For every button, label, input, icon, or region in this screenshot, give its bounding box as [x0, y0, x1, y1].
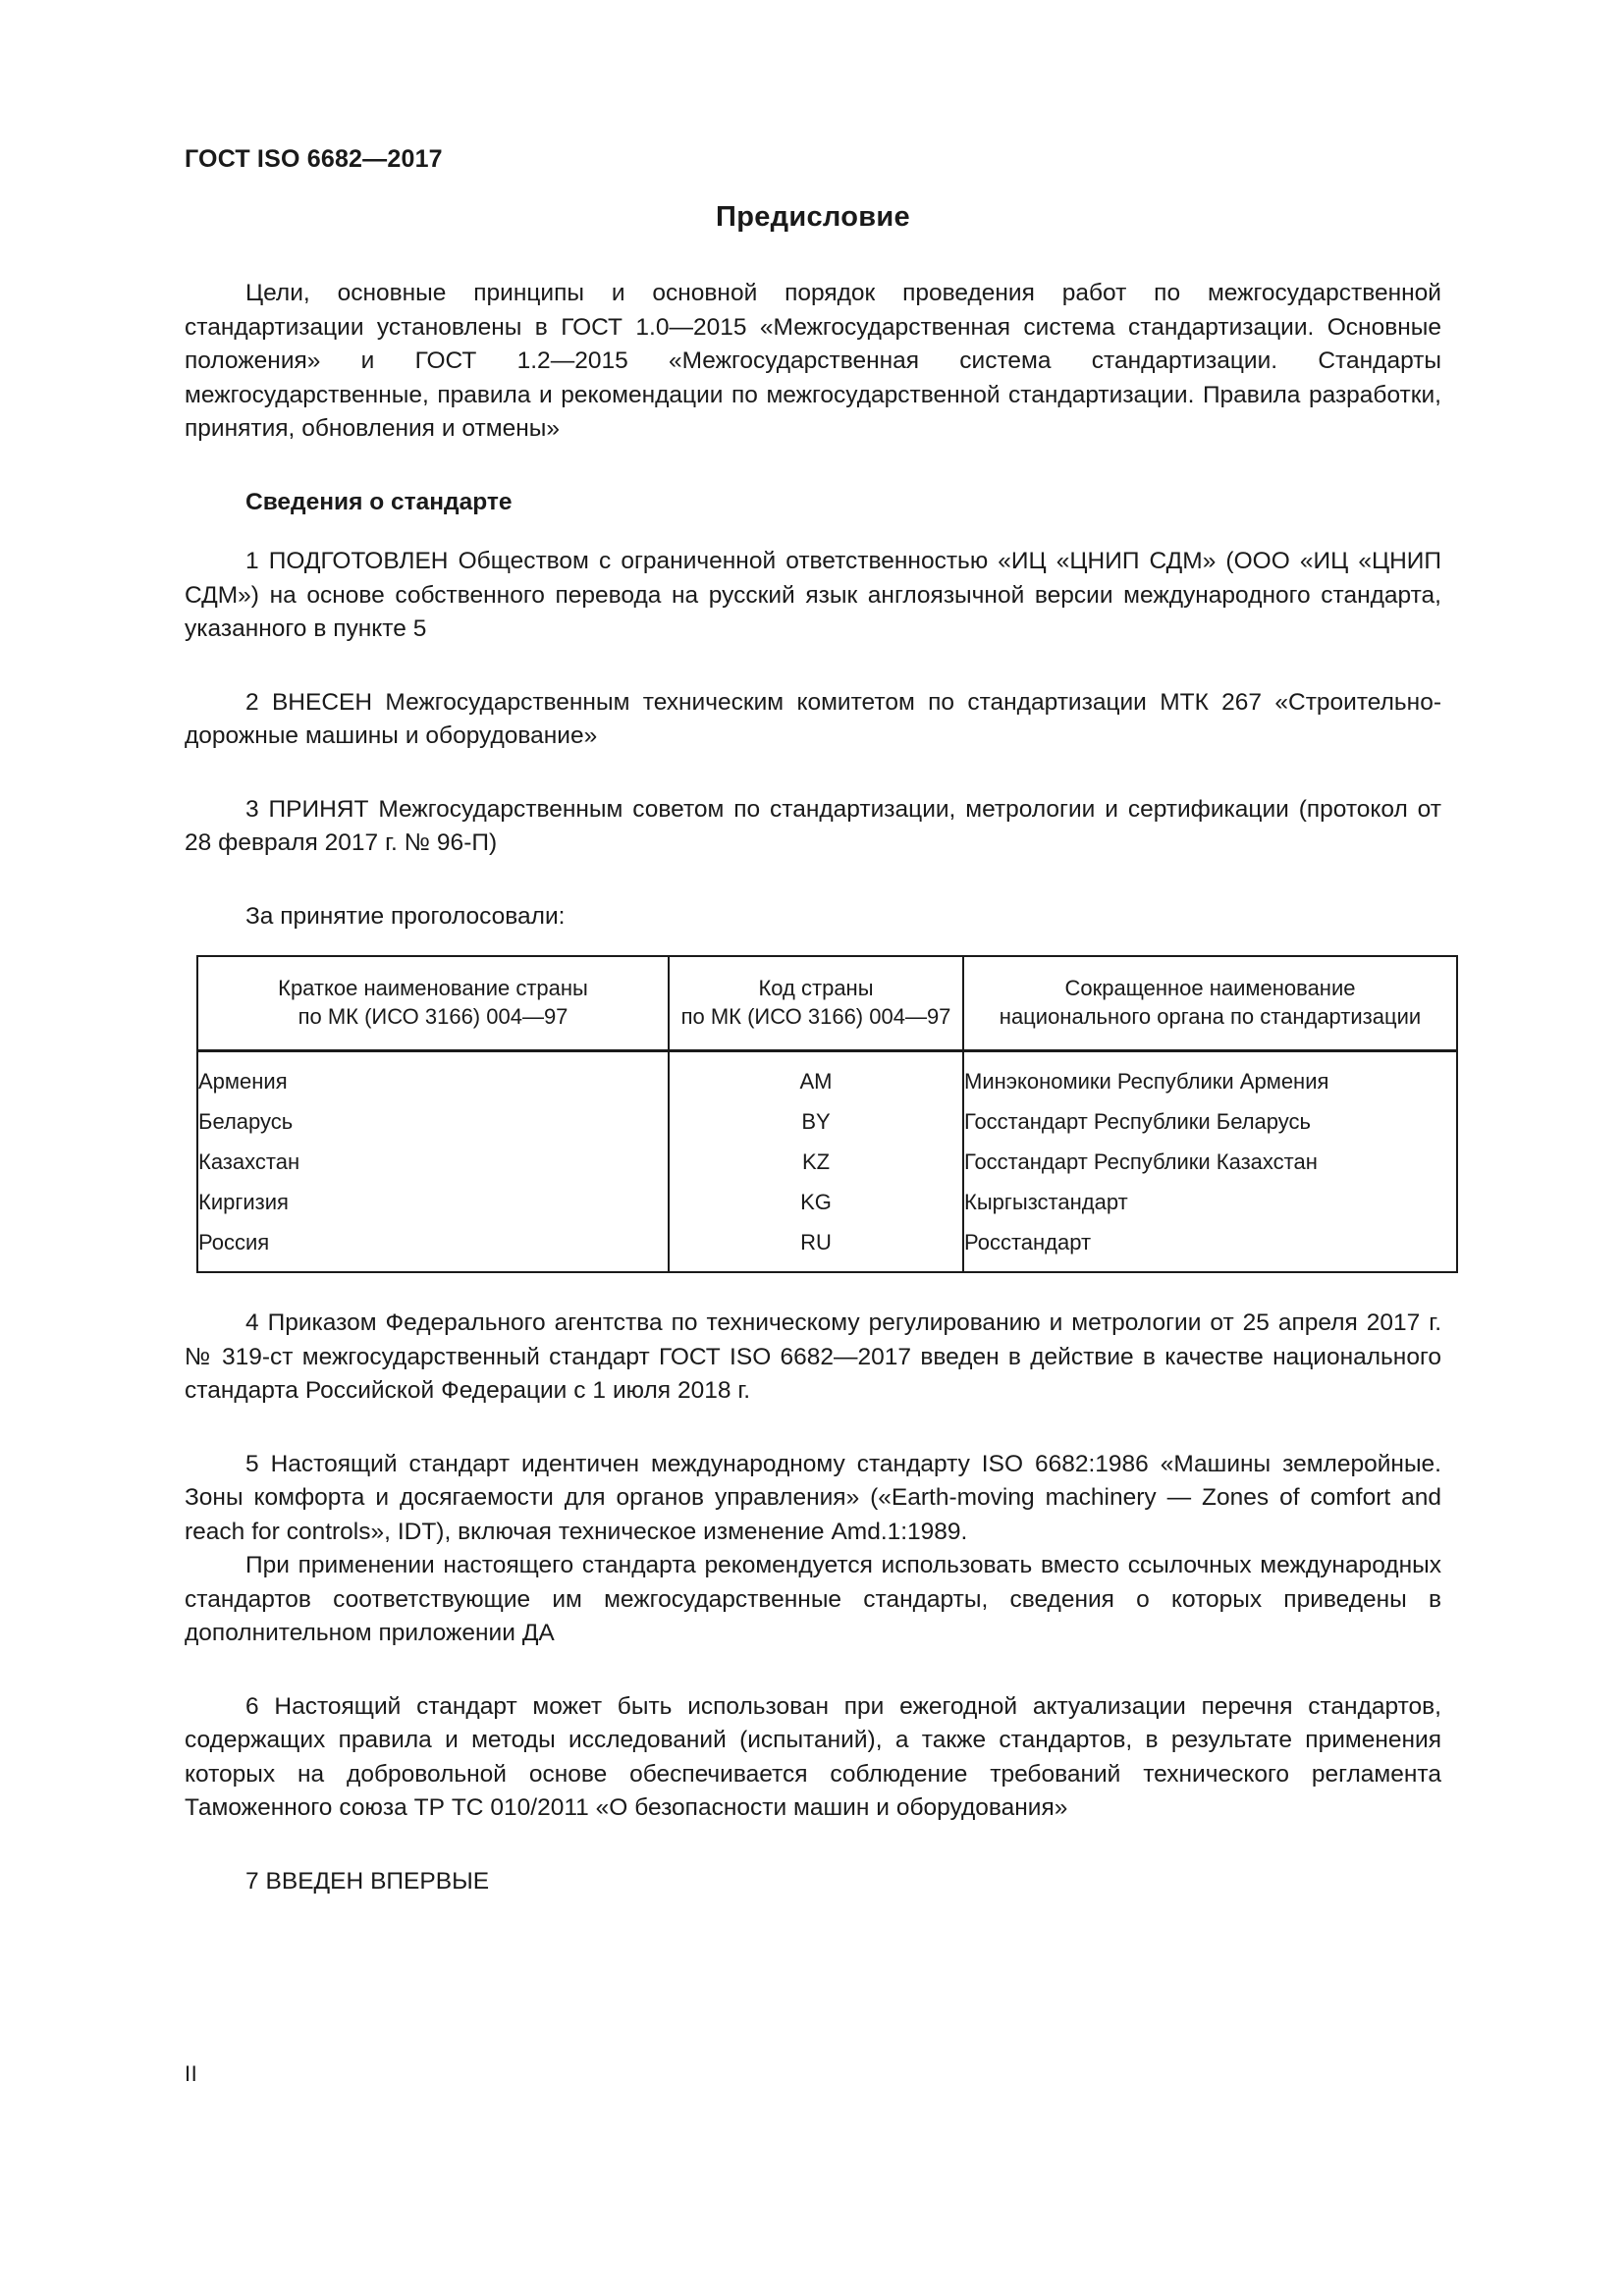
preface-item-1: 1 ПОДГОТОВЛЕН Обществом с ограниченной ответственностью «ИЦ «ЦНИП СДМ» (ООО «ИЦ «ЦНИП СДМ») на основе собственного перевода на русский язык англоязычной версии международного стандарта, указанного в пункте 5 [185, 548, 1441, 642]
cell-country-name: Беларусь [197, 1101, 669, 1142]
cell-country-code: KZ [669, 1142, 963, 1182]
page-number: II [185, 2061, 198, 2086]
preface-item-5: 5 Настоящий стандарт идентичен международному стандарту ISO 6682:1986 «Машины землеройные. Зоны комфорта и досягаемости для органов управления» («Earth-moving machinery — Zones of comfort and reach for controls», IDT), включая техническое изменение Amd.1:1989. [185, 1450, 1441, 1545]
section-heading-standard-info: Сведения о стандарте [245, 488, 513, 515]
spacer [185, 1434, 1441, 1448]
cell-country-name: Россия [197, 1222, 669, 1272]
cell-national-body: Росстандарт [963, 1222, 1457, 1272]
preface-item-2: 2 ВНЕСЕН Межгосударственным техническим комитетом по стандартизации МТК 267 «Строительно-дорожные машины и оборудование» [185, 688, 1441, 749]
cell-country-name: Казахстан [197, 1142, 669, 1182]
intro-paragraph: Цели, основные принципы и основной порядок проведения работ по межгосударственной стандартизации установлены в ГОСТ 1.0—2015 «Межгосударственная система стандартизации. Основные положения» и ГОСТ 1.2—2015 «Межгосударственная система стандартизации. Стандарты межгосударственные, правила и рекомендации по межгосударственной стандартизации. Правила разработки, принятия, обновления и отмены» [185, 280, 1441, 442]
cell-national-body: Кыргызстандарт [963, 1182, 1457, 1222]
column-header-country-name [197, 956, 669, 1051]
table-row [197, 1142, 1457, 1182]
spacer [185, 1677, 1441, 1690]
cell-country-code: AM [669, 1051, 963, 1102]
header-line-2: по МК (ИСО 3166) 004—97 [680, 1004, 951, 1029]
table-row [197, 1222, 1457, 1272]
cell-national-body: Госстандарт Республики Казахстан [963, 1142, 1457, 1182]
header-line-1: Краткое наименование страны [278, 976, 588, 1000]
table-row [197, 1182, 1457, 1222]
preface-item-6: 6 Настоящий стандарт может быть использован при ежегодной актуализации перечня стандартов, содержащих правила и методы исследований (испытаний), а также стандартов, в результате применения которых на добровольной основе обеспечивается соблюдение требований технического регламента Таможенного союза ТР ТС 010/2011 «О безопасности машин и оборудования» [185, 1692, 1441, 1821]
cell-country-code: KG [669, 1182, 963, 1222]
running-header: ГОСТ ISO 6682—2017 [185, 145, 443, 173]
preface-item-5-continued: При применении настоящего стандарта рекомендуется использовать вместо ссылочных международных стандартов соответствующие им межгосударственные стандарты, сведения о которых приведены в дополнительном приложении ДА [185, 1552, 1441, 1646]
vote-table-body [197, 1051, 1457, 1273]
column-header-national-body [963, 956, 1457, 1051]
spacer [185, 472, 1441, 486]
cell-country-name: Армения [197, 1051, 669, 1102]
cell-national-body: Госстандарт Республики Беларусь [963, 1101, 1457, 1142]
cell-country-code: RU [669, 1222, 963, 1272]
page-content [185, 201, 1441, 1924]
cell-national-body: Минэкономики Республики Армения [963, 1051, 1457, 1102]
header-line-1: Код страны [758, 976, 874, 1000]
table-header-row [197, 956, 1457, 1051]
preface-item-4: 4 Приказом Федерального агентства по техническому регулированию и метрологии от 25 апреля 2017 г. № 319-ст межгосударственный стандарт ГОСТ ISO 6682—2017 введен в действие в качестве национального стандарта Российской Федерации с 1 июля 2018 г. [185, 1309, 1441, 1404]
table-row [197, 1051, 1457, 1102]
spacer [185, 886, 1441, 900]
spacer [185, 1851, 1441, 1865]
header-line-2: по МК (ИСО 3166) 004—97 [298, 1004, 568, 1029]
vote-intro-text: За принятие проголосовали: [245, 902, 566, 930]
header-line-1: Сокращенное наименование [1064, 976, 1356, 1000]
vote-table [196, 955, 1458, 1273]
page-title: Предисловие [716, 201, 910, 233]
cell-country-code: BY [669, 1101, 963, 1142]
cell-country-name: Киргизия [197, 1182, 669, 1222]
column-header-country-code [669, 956, 963, 1051]
preface-item-3: 3 ПРИНЯТ Межгосударственным советом по стандартизации, метрологии и сертификации (протокол от 28 февраля 2017 г. № 96-П) [185, 795, 1441, 856]
preface-item-7: 7 ВВЕДЕН ВПЕРВЫЕ [245, 1867, 490, 1895]
table-row [197, 1101, 1457, 1142]
spacer [185, 779, 1441, 793]
vote-table-head [197, 956, 1457, 1051]
spacer [185, 672, 1441, 686]
header-line-2: национального органа по стандартизации [999, 1004, 1422, 1029]
